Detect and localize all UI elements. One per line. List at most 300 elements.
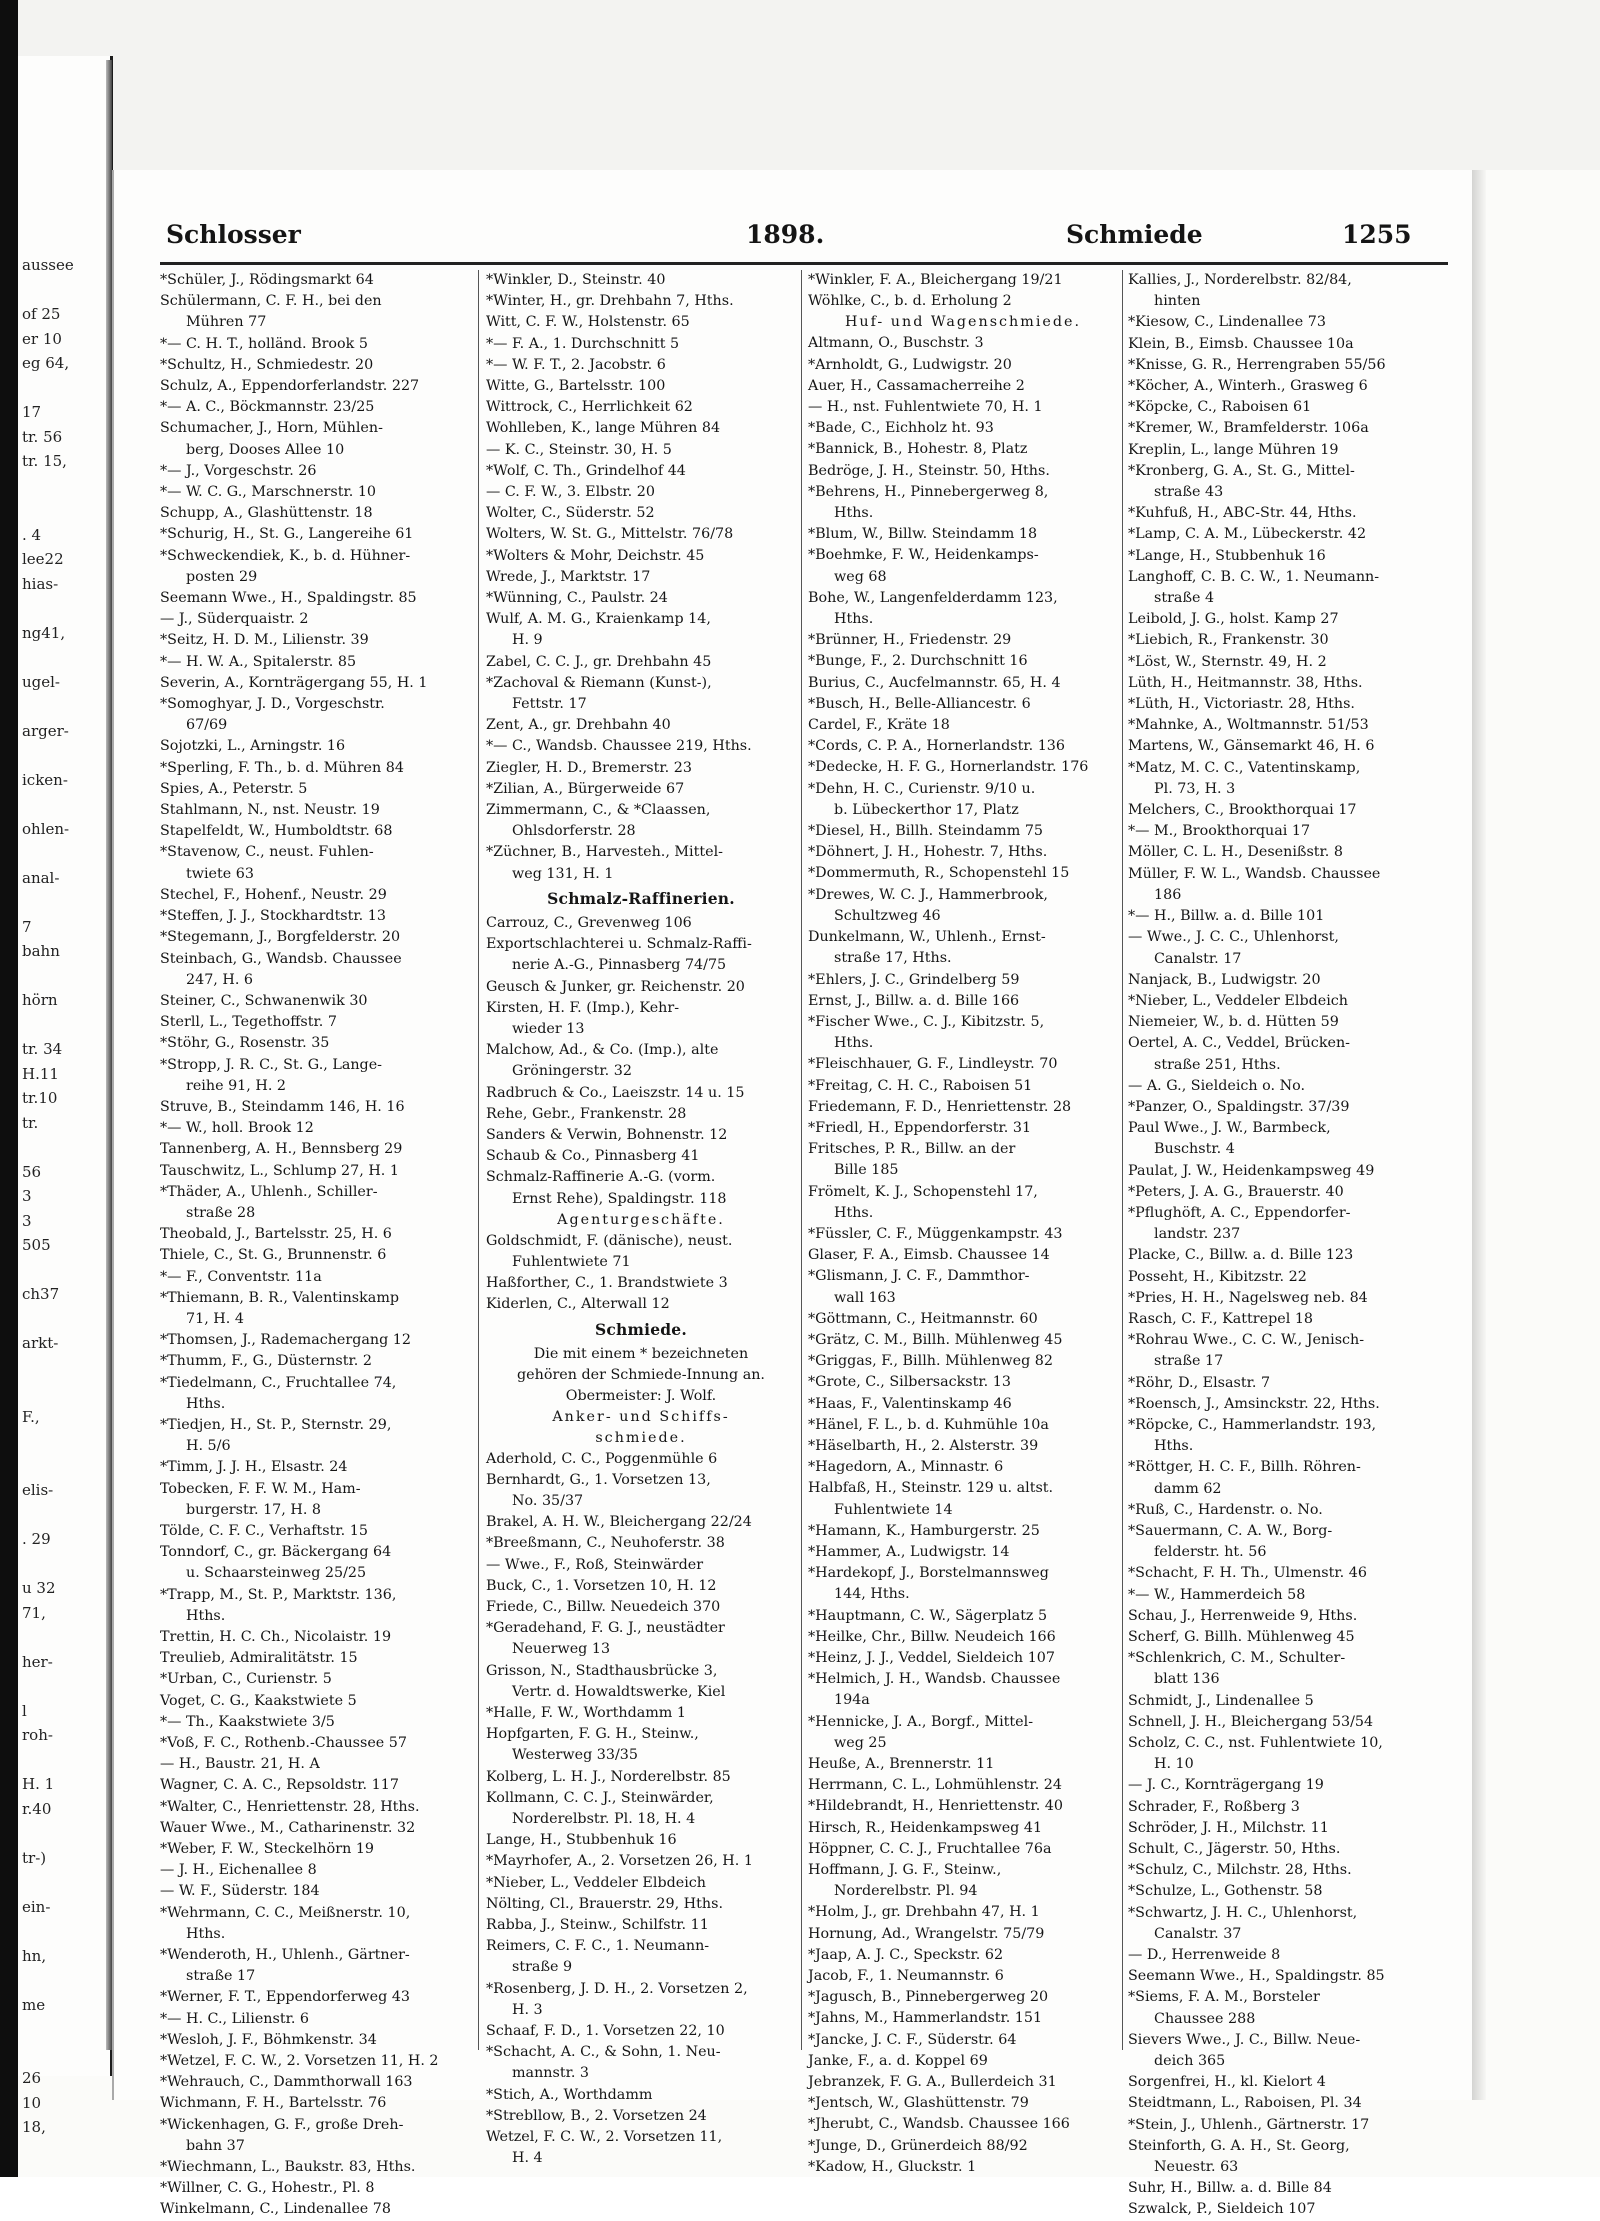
directory-entry — [160, 885, 472, 906]
directory-entry — [486, 1661, 796, 1703]
directory-entry — [160, 1012, 472, 1033]
previous-page-text-fragment: ng41, — [22, 623, 66, 642]
entry-name-address: *Urban, C., Curienstr. 5 — [160, 1671, 332, 1688]
entry-name-address: Klein, B., Eimsb. Chaussee 10a — [1128, 335, 1354, 352]
entry-name-address: *Winkler, F. A., Bleichergang 19/21 — [808, 272, 1063, 288]
entry-name-address: *Wolf, C. Th., Grindelhof 44 — [486, 462, 686, 479]
entry-name-address: *Wesloh, J. F., Böhmkenstr. 34 — [160, 2031, 377, 2048]
entry-continuation: straße 17, Hths. — [834, 950, 952, 967]
entry-name-address: — W. F., Süderstr. 184 — [160, 1883, 320, 1900]
directory-entry — [486, 1894, 796, 1915]
entry-name-address: *Schüler, J., Rödingsmarkt 64 — [160, 272, 374, 288]
entry-continuation: weg 25 — [834, 1734, 887, 1751]
directory-entry — [1128, 440, 1446, 461]
entry-name-address: Stechel, F., Hohenf., Neustr. 29 — [160, 886, 387, 903]
entry-continuation: Hths. — [186, 1925, 226, 1942]
entry-name-address: *Sperling, F. Th., b. d. Mühren 84 — [160, 759, 404, 776]
entry-continuation: Neuestr. 63 — [1154, 2159, 1239, 2176]
previous-page-text-fragment: anal- — [22, 868, 60, 887]
entry-continuation: felderstr. ht. 56 — [1154, 1544, 1267, 1561]
entry-name-address: *— W., Hammerdeich 58 — [1128, 1586, 1306, 1603]
entry-name-address: *— H. W. A., Spitalerstr. 85 — [160, 653, 357, 670]
column-divider — [1122, 270, 1123, 2050]
entry-continuation: Canalstr. 37 — [1154, 1925, 1242, 1942]
entry-name-address: Sorgenfrei, H., kl. Kielort 4 — [1128, 2074, 1326, 2091]
directory-entry — [808, 1945, 1118, 1966]
directory-entry — [808, 694, 1118, 715]
directory-entry — [160, 991, 472, 1012]
directory-entry — [160, 2115, 472, 2157]
directory-entry — [1128, 1394, 1446, 1415]
directory-entry — [160, 1118, 472, 1139]
directory-entry — [1128, 1415, 1446, 1457]
entry-continuation: Fuhlentwiete 71 — [512, 1253, 631, 1270]
directory-entry — [1128, 1203, 1446, 1245]
directory-entry — [1128, 1521, 1446, 1563]
directory-entry — [486, 1915, 796, 1936]
directory-entry — [1128, 1945, 1446, 1966]
entry-continuation: Westerweg 33/35 — [512, 1747, 638, 1764]
entry-name-address: *Kuhfuß, H., ABC-Str. 44, Hths. — [1128, 505, 1357, 522]
directory-entry — [160, 546, 472, 588]
entry-continuation: H. 10 — [1154, 1756, 1194, 1773]
entry-name-address: *Drewes, W. C. J., Hammerbrook, — [808, 886, 1048, 903]
directory-entry — [808, 1076, 1118, 1097]
directory-entry — [808, 2072, 1118, 2093]
directory-entry — [486, 977, 796, 998]
directory-entry — [1128, 694, 1446, 715]
entry-name-address: Müller, F. W. L., Wandsb. Chaussee — [1128, 865, 1381, 882]
entry-name-address: *Glismann, J. C. F., Dammthor- — [808, 1268, 1030, 1285]
directory-entry — [808, 1054, 1118, 1075]
entry-continuation: Ernst Rehe), Spaldingstr. 118 — [512, 1190, 727, 1207]
directory-entry — [808, 270, 1118, 291]
directory-entry — [808, 991, 1118, 1012]
entry-continuation: straße 43 — [1154, 484, 1224, 501]
directory-entry — [1128, 1012, 1446, 1033]
entry-name-address: *Wehrmann, C. C., Meißnerstr. 10, — [160, 1904, 411, 1921]
header-rule — [160, 262, 1448, 265]
directory-entry — [808, 842, 1118, 863]
entry-name-address: *Bunge, F., 2. Durchschnitt 16 — [808, 653, 1028, 670]
directory-entry — [808, 2157, 1118, 2178]
entry-continuation: 186 — [1154, 886, 1182, 903]
previous-page-text-fragment: 505 — [22, 1236, 51, 1254]
subsection-heading: Agenturgeschäfte. — [557, 1211, 725, 1228]
directory-entry — [486, 842, 796, 884]
entry-name-address: *Winkler, D., Steinstr. 40 — [486, 272, 666, 288]
directory-entry — [1128, 2030, 1446, 2072]
entry-name-address: Steiner, C., Schwanenwik 30 — [160, 992, 368, 1009]
entry-name-address: Exportschlachterei u. Schmalz-Raffi- — [486, 936, 752, 953]
directory-entry — [160, 1521, 472, 1542]
directory-entry — [486, 1294, 796, 1315]
directory-entry — [160, 1860, 472, 1881]
directory-entry — [1128, 991, 1446, 1012]
entry-name-address: — Wwe., J. C. C., Uhlenhorst, — [1128, 929, 1339, 946]
entry-name-address: *Hardekopf, J., Borstelmannsweg — [808, 1565, 1049, 1582]
entry-continuation: Norderelbstr. Pl. 94 — [834, 1883, 978, 1900]
entry-name-address: *Liebich, R., Frankenstr. 30 — [1128, 632, 1329, 649]
directory-entry — [160, 291, 472, 333]
entry-name-address: *Dommermuth, R., Schopenstehl 15 — [808, 865, 1070, 882]
entry-continuation: wieder 13 — [512, 1020, 585, 1037]
directory-entry — [808, 291, 1118, 312]
entry-name-address: *Werner, F. T., Eppendorferweg 43 — [160, 1989, 411, 2006]
directory-entry — [1128, 758, 1446, 800]
directory-entry — [160, 1903, 472, 1945]
directory-entry — [486, 609, 796, 651]
entry-name-address: *Strebllow, B., 2. Vorsetzen 24 — [486, 2107, 707, 2124]
directory-entry — [486, 1470, 796, 1512]
column-2 — [486, 270, 796, 2167]
entry-name-address: *Lange, H., Stubbenhuk 16 — [1128, 547, 1326, 564]
directory-entry — [808, 2136, 1118, 2157]
directory-entry — [1128, 673, 1446, 694]
entry-name-address: *Stropp, J. R. C., St. G., Lange- — [160, 1056, 382, 1073]
directory-entry — [1128, 1097, 1446, 1118]
entry-name-address: *Seitz, H. D. M., Lilienstr. 39 — [160, 632, 369, 649]
entry-name-address: *— A. C., Böckmannstr. 23/25 — [160, 399, 375, 416]
entry-name-address: *Friedl, H., Eppendorferstr. 31 — [808, 1119, 1032, 1136]
entry-name-address: — C. F. W., 3. Elbstr. 20 — [486, 484, 655, 501]
directory-entry — [486, 2042, 796, 2084]
entry-name-address: Leibold, J. G., holst. Kamp 27 — [1128, 611, 1339, 628]
entry-continuation: straße 9 — [512, 1959, 573, 1976]
directory-entry — [808, 1775, 1118, 1796]
entry-name-address: Tölde, C. F. C., Verhaftstr. 15 — [160, 1522, 368, 1539]
entry-name-address: *Jancke, J. C. F., Süderstr. 64 — [808, 2031, 1017, 2048]
directory-entry — [1128, 652, 1446, 673]
directory-entry — [1128, 2072, 1446, 2093]
entry-name-address: *Fischer Wwe., C. J., Kibitzstr. 5, — [808, 1013, 1045, 1030]
entry-name-address: Goldschmidt, F. (dänische), neust. — [486, 1232, 733, 1249]
directory-entry — [160, 652, 472, 673]
entry-name-address: Schupp, A., Glashüttenstr. 18 — [160, 505, 373, 522]
directory-entry — [486, 2127, 796, 2169]
entry-name-address: Friede, C., Billw. Neuedeich 370 — [486, 1598, 721, 1615]
directory-entry — [808, 1478, 1118, 1520]
entry-name-address: *— C. H. T., holländ. Brook 5 — [160, 335, 368, 352]
guild-note: gehören der Schmiede-Innung an. — [517, 1366, 765, 1383]
entry-name-address: Voget, C. G., Kaakstwiete 5 — [160, 1692, 357, 1709]
entry-name-address: *Lamp, C. A. M., Lübeckerstr. 42 — [1128, 526, 1367, 543]
directory-entry — [808, 673, 1118, 694]
directory-entry — [808, 1266, 1118, 1308]
directory-entry — [160, 1987, 472, 2008]
directory-entry — [486, 440, 796, 461]
entry-name-address: Cardel, F., Kräte 18 — [808, 717, 950, 734]
entry-continuation: straße 28 — [186, 1204, 256, 1221]
entry-continuation: Neuerweg 13 — [512, 1641, 611, 1658]
directory-entry — [808, 1669, 1118, 1711]
entry-continuation: deich 365 — [1154, 2053, 1226, 2070]
directory-entry — [486, 270, 796, 291]
directory-entry — [1128, 1288, 1446, 1309]
directory-entry — [486, 355, 796, 376]
entry-continuation: Buschstr. 4 — [1154, 1141, 1235, 1158]
entry-name-address: Hopfgarten, F. G. H., Steinw., — [486, 1726, 699, 1743]
entry-name-address: *— W. C. G., Marschnerstr. 10 — [160, 484, 377, 501]
entry-name-address: Theobald, J., Bartelsstr. 25, H. 6 — [160, 1226, 392, 1243]
entry-name-address: *Hildebrandt, H., Henriettenstr. 40 — [808, 1798, 1063, 1815]
directory-entry — [486, 715, 796, 736]
entry-name-address: Sojotzki, L., Arningstr. 16 — [160, 738, 346, 755]
directory-entry — [486, 588, 796, 609]
directory-entry — [160, 779, 472, 800]
directory-entry — [808, 2008, 1118, 2029]
entry-name-address: Martens, W., Gänsemarkt 46, H. 6 — [1128, 738, 1375, 755]
directory-entry — [160, 1182, 472, 1224]
entry-continuation: Hths. — [186, 1395, 226, 1412]
entry-continuation: Hths. — [1154, 1438, 1194, 1455]
entry-name-address: *Junge, D., Grünerdeich 88/92 — [808, 2137, 1028, 2154]
directory-entry — [808, 333, 1118, 354]
entry-name-address: Rehe, Gebr., Frankenstr. 28 — [486, 1105, 687, 1122]
directory-entry — [808, 1839, 1118, 1860]
entry-name-address: *Grätz, C. M., Billh. Mühlenweg 45 — [808, 1331, 1063, 1348]
entry-name-address: *Dehn, H. C., Curienstr. 9/10 u. — [808, 780, 1036, 797]
previous-page-text-fragment: eg 64, — [22, 354, 70, 372]
previous-page-text-fragment: lee22 — [22, 550, 64, 568]
directory-entry — [1128, 2136, 1446, 2178]
entry-name-address: *Schacht, F. H. Th., Ulmenstr. 46 — [1128, 1565, 1367, 1582]
entry-name-address: *Boehmke, F. W., Heidenkamps- — [808, 547, 1039, 564]
directory-entry — [1128, 1648, 1446, 1690]
entry-continuation: landstr. 237 — [1154, 1226, 1241, 1243]
directory-entry — [1128, 1309, 1446, 1330]
entry-continuation: weg 68 — [834, 568, 887, 585]
header-left-title: Schlosser — [166, 220, 301, 249]
directory-entry — [1128, 376, 1446, 397]
previous-page-text-fragment: ein- — [22, 1897, 51, 1916]
entry-continuation: Hths. — [834, 1035, 874, 1052]
entry-name-address: *Schweckendiek, K., b. d. Hühner- — [160, 547, 411, 564]
entry-name-address: Wittrock, C., Herrlichkeit 62 — [486, 399, 693, 416]
entry-name-address: Zabel, C. C. J., gr. Drehbahn 45 — [486, 653, 712, 670]
entry-name-address: Burius, C., Aucfelmannstr. 65, H. 4 — [808, 674, 1061, 691]
guild-note: Obermeister: J. Wolf. — [565, 1387, 717, 1404]
directory-entry — [1128, 1161, 1446, 1182]
directory-entry — [486, 418, 796, 439]
entry-name-address: — A. G., Sieldeich o. No. — [1128, 1077, 1306, 1094]
entry-name-address: *— F. A., 1. Durchschnitt 5 — [486, 335, 680, 352]
directory-entry — [1128, 1903, 1446, 1945]
guild-note: Die mit einem * bezeichneten — [533, 1345, 749, 1362]
directory-entry — [808, 1966, 1118, 1987]
entry-name-address: Thiele, C., St. G., Brunnenstr. 6 — [160, 1247, 387, 1264]
entry-name-address: *Grote, C., Silbersackstr. 13 — [808, 1374, 1011, 1391]
directory-entry — [160, 461, 472, 482]
directory-entry — [486, 2106, 796, 2127]
directory-entry — [486, 913, 796, 934]
entry-name-address: Möller, C. L. H., Desenißstr. 8 — [1128, 844, 1343, 861]
directory-entry — [1128, 567, 1446, 609]
entry-name-address: Placke, C., Billw. a. d. Bille 123 — [1128, 1247, 1354, 1264]
entry-name-address: Niemeier, W., b. d. Hütten 59 — [1128, 1014, 1339, 1031]
entry-name-address: — J. C., Kornträgergang 19 — [1128, 1777, 1324, 1794]
directory-entry — [808, 461, 1118, 482]
entry-name-address: *— Th., Kaakstwiete 3/5 — [160, 1713, 335, 1730]
entry-name-address: *— F., Conventstr. 11a — [160, 1268, 322, 1285]
entry-name-address: Wetzel, F. C. W., 2. Vorsetzen 11, — [486, 2129, 723, 2146]
entry-name-address: *Mayrhofer, A., 2. Vorsetzen 26, H. 1 — [486, 1853, 753, 1870]
entry-name-address: — H., Baustr. 21, H. A — [160, 1756, 320, 1773]
directory-entry — [1128, 1797, 1446, 1818]
directory-entry — [160, 2051, 472, 2072]
previous-page-text-fragment: me — [22, 1995, 46, 2014]
directory-entry — [808, 482, 1118, 524]
previous-page-text-fragment: elis- — [22, 1481, 54, 1499]
entry-continuation: mannstr. 3 — [512, 2065, 590, 2082]
section-heading: Schmalz-Raffinerien. — [547, 888, 735, 908]
entry-name-address: *Hagedorn, A., Minnastr. 6 — [808, 1459, 1004, 1476]
entry-name-address: *Kronberg, G. A., St. G., Mittel- — [1128, 462, 1355, 479]
entry-name-address: *Hammer, A., Ludwigstr. 14 — [808, 1543, 1010, 1560]
directory-entry — [486, 482, 796, 503]
entry-continuation: straße 4 — [1154, 590, 1215, 607]
entry-name-address: *Thumm, F., G., Düsternstr. 2 — [160, 1353, 372, 1370]
entry-name-address: *Häselbarth, H., 2. Alsterstr. 39 — [808, 1437, 1039, 1454]
directory-entry — [160, 927, 472, 948]
entry-name-address: *Nieber, L., Veddeler Elbdeich — [1128, 992, 1348, 1009]
entry-name-address: Schulz, A., Eppendorferlandstr. 227 — [160, 378, 420, 395]
previous-page-text-fragment: 56 — [22, 1162, 42, 1181]
directory-entry — [1128, 1860, 1446, 1881]
entry-name-address: *Holm, J., gr. Drehbahn 47, H. 1 — [808, 1904, 1040, 1921]
entry-name-address: Tonndorf, C., gr. Bäckergang 64 — [160, 1544, 392, 1561]
directory-entry — [160, 1139, 472, 1160]
entry-name-address: Treulieb, Admiralitätstr. 15 — [160, 1650, 358, 1667]
entry-name-address: *Matz, M. C. C., Vatentinskamp, — [1128, 759, 1361, 776]
directory-entry — [1128, 1775, 1446, 1796]
entry-continuation: nerie A.-G., Pinnasberg 74/75 — [512, 957, 727, 974]
entry-name-address: *Pflughöft, A. C., Eppendorfer- — [1128, 1204, 1351, 1221]
directory-entry — [1128, 418, 1446, 439]
directory-entry — [486, 1767, 796, 1788]
entry-name-address: *Pries, H. H., Nagelsweg neb. 84 — [1128, 1289, 1368, 1306]
directory-entry — [808, 1563, 1118, 1605]
entry-name-address: Schmidt, J., Lindenallee 5 — [1128, 1692, 1314, 1709]
directory-entry — [1128, 270, 1446, 312]
directory-entry — [486, 397, 796, 418]
directory-entry — [1128, 503, 1446, 524]
directory-entry — [1128, 1987, 1446, 2029]
entry-name-address: Schau, J., Herrenweide 9, Hths. — [1128, 1607, 1358, 1624]
entry-name-address: Buck, C., 1. Vorsetzen 10, H. 12 — [486, 1577, 717, 1594]
column-divider — [801, 270, 802, 2050]
entry-name-address: Kolberg, L. H. J., Norderelbstr. 85 — [486, 1768, 731, 1785]
entry-name-address: *Wickenhagen, G. F., große Dreh- — [160, 2116, 404, 2133]
directory-entry — [160, 1691, 472, 1712]
directory-entry — [808, 1860, 1118, 1902]
entry-continuation: straße 17 — [1154, 1353, 1224, 1370]
entry-continuation: u. Schaarsteinweg 25/25 — [186, 1565, 367, 1582]
entry-name-address: *Bade, C., Eichholz ht. 93 — [808, 420, 994, 437]
directory-entry — [808, 1648, 1118, 1669]
directory-entry — [808, 970, 1118, 991]
directory-entry — [486, 1104, 796, 1125]
entry-name-address: *Somoghyar, J. D., Vorgeschstr. — [160, 696, 385, 713]
entry-name-address: Haßforther, C., 1. Brandstwiete 3 — [486, 1275, 728, 1292]
directory-entry — [1128, 1606, 1446, 1627]
directory-entry — [808, 1245, 1118, 1266]
directory-entry — [160, 1542, 472, 1584]
entry-name-address: *Zilian, A., Bürgerweide 67 — [486, 780, 685, 797]
directory-entry — [160, 482, 472, 503]
previous-page-text-fragment: 17 — [22, 403, 42, 421]
entry-name-address: Schumacher, J., Horn, Mühlen- — [160, 420, 383, 437]
directory-entry — [808, 545, 1118, 587]
entry-name-address: Hoffmann, J. G. F., Steinw., — [808, 1862, 1002, 1879]
directory-entry — [486, 1533, 796, 1554]
entry-name-address: *Griggas, F., Billh. Mühlenweg 82 — [808, 1353, 1053, 1370]
entry-name-address: Herrmann, C. L., Lohmühlenstr. 24 — [808, 1777, 1062, 1794]
entry-continuation: Hths. — [834, 505, 874, 522]
entry-name-address: *Löst, W., Sternstr. 49, H. 2 — [1128, 653, 1327, 670]
entry-name-address: *Siems, F. A. M., Borsteler — [1128, 1989, 1320, 2006]
directory-entry — [160, 1055, 472, 1097]
directory-entry — [808, 736, 1118, 757]
previous-page-text-fragment: . 4 — [22, 525, 42, 544]
entry-continuation: Ohlsdorferstr. 28 — [512, 823, 636, 840]
directory-entry — [160, 1775, 472, 1796]
entry-name-address: *Busch, H., Belle-Alliancestr. 6 — [808, 695, 1031, 712]
entry-continuation: 194a — [834, 1692, 870, 1709]
entry-name-address: *Stegemann, J., Borgfelderstr. 20 — [160, 929, 401, 946]
directory-entry — [160, 355, 472, 376]
previous-page-text-fragment: tr. 34 — [22, 1040, 63, 1058]
entry-continuation: Pl. 73, H. 3 — [1154, 780, 1236, 797]
entry-name-address: *Voß, F. C., Rothenb.-Chaussee 57 — [160, 1735, 407, 1752]
directory-entry — [1128, 397, 1446, 418]
entry-name-address: *Thäder, A., Uhlenh., Schiller- — [160, 1183, 378, 1200]
directory-entry — [160, 842, 472, 884]
directory-entry — [808, 376, 1118, 397]
directory-entry — [1128, 1712, 1446, 1733]
directory-entry — [1128, 821, 1446, 842]
entry-name-address: *Helmich, J. H., Wandsb. Chaussee — [808, 1671, 1061, 1688]
entry-name-address: *Ruß, C., Hardenstr. o. No. — [1128, 1501, 1323, 1518]
directory-entry — [160, 758, 472, 779]
entry-name-address: *Freitag, C. H. C., Raboisen 51 — [808, 1077, 1033, 1094]
directory-entry — [160, 1627, 472, 1648]
directory-entry — [160, 1754, 472, 1775]
previous-page-text-fragment: u 32 — [22, 1579, 56, 1597]
directory-entry — [160, 1033, 472, 1054]
entry-name-address: Scherf, G. Billh. Mühlenweg 45 — [1128, 1629, 1355, 1645]
entry-continuation: twiete 63 — [186, 865, 254, 882]
entry-name-address: *Wenderoth, H., Uhlenh., Gärtner- — [160, 1947, 410, 1964]
scan-dark-edge — [0, 0, 18, 2177]
directory-entry — [808, 1796, 1118, 1817]
previous-page-text-fragment: her- — [22, 1652, 53, 1671]
entry-name-address: *Wünning, C., Paulstr. 24 — [486, 590, 668, 607]
entry-name-address: Kreplin, L., lange Mühren 19 — [1128, 441, 1339, 458]
entry-name-address: Seemann Wwe., H., Spaldingstr. 85 — [160, 590, 417, 607]
directory-entry — [1128, 736, 1446, 757]
previous-page-text-fragment: 7 — [22, 917, 32, 936]
entry-name-address: Wagner, C. A. C., Repsoldstr. 117 — [160, 1777, 399, 1794]
entry-name-address: *Winter, H., gr. Drehbahn 7, Hths. — [486, 293, 734, 310]
directory-entry — [808, 885, 1118, 927]
directory-entry — [486, 758, 796, 779]
entry-name-address: *Stöhr, G., Rosenstr. 35 — [160, 1035, 330, 1052]
entry-continuation: Mühren 77 — [186, 314, 267, 331]
entry-continuation: No. 35/37 — [512, 1492, 584, 1509]
entry-name-address: Aderhold, C. C., Poggenmühle 6 — [486, 1450, 718, 1467]
directory-entry — [486, 376, 796, 397]
